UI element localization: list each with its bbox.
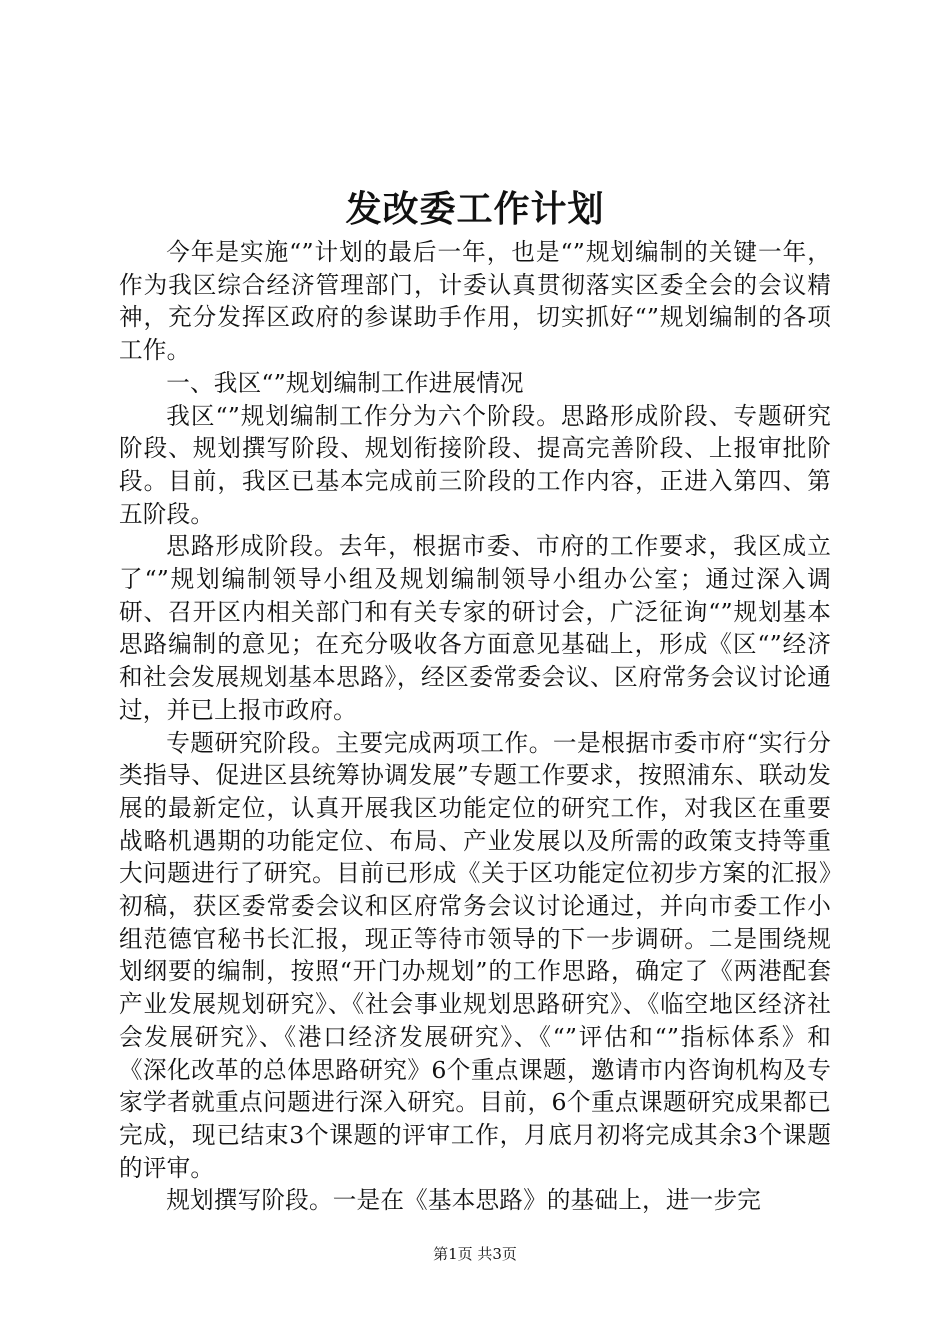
section-heading: 一、我区“”规划编制工作进展情况 — [166, 368, 524, 397]
paragraph-intro: 今年是实施“”计划的最后一年，也是“”规划编制的关键一年，作为我区综合经济管理部门，计委认真贯彻落实区委全会的会议精神，充分发挥区政府的参谋助手作用，切实抓好“”规划编制的各项工作。 — [119, 238, 831, 365]
paragraph-idea-stage: 思路形成阶段。去年，根据市委、市府的工作要求，我区成立了“”规划编制领导小组及规划编制领导小组办公室；通过深入调研、召开区内相关部门和有关专家的研讨会，广泛征询“”规划基本思路编制的意见；在充分吸收各方面意见基础上，形成《区“”经济和社会发展规划基本思路》，经区委常委会议、区府常务会议讨论通过，并已上报市政府。 — [119, 532, 831, 724]
paragraph-writing-stage: 规划撰写阶段。一是在《基本思路》的基础上，进一步完 — [166, 1186, 762, 1215]
document-body — [119, 236, 831, 1217]
paragraph-research-stage: 专题研究阶段。主要完成两项工作。一是根据市委市府“实行分类指导、促进区县统筹协调发展”专题工作要求，按照浦东、联动发展的最新定位，认真开展我区功能定位的研究工作，对我区在重要战略机遇期的功能定位、布局、产业发展以及所需的政策支持等重大问题进行了研究。目前已形成《关于区功能定位初步方案的汇报》初稿，获区委常委会议和区府常务会议讨论通过，并向市委工作小组范德官秘书长汇报，现正等待市领导的下一步调研。二是围绕规划纲要的编制，按照“开门办规划”的工作思路，确定了《两港配套产业发展规划研究》、《社会事业规划思路研究》、《临空地区经济社会发展研究》、《港口经济发展研究》、《“”评估和“”指标体系》和《深化改革的总体思路研究》6个重点课题，邀请市内咨询机构及专家学者就重点问题进行深入研究。目前，6个重点课题研究成果都已完成，现已结束3个课题的评审工作，月底月初将完成其余3个课题的评审。 — [119, 728, 831, 1182]
document-title: 发改委工作计划 — [345, 188, 605, 230]
paragraph-stages: 我区“”规划编制工作分为六个阶段。思路形成阶段、专题研究阶段、规划撰写阶段、规划衔接阶段、提高完善阶段、上报审批阶段。目前，我区已基本完成前三阶段的工作内容，正进入第四、第五阶段。 — [119, 401, 831, 528]
page-number-footer: 第1页 共3页 — [433, 1245, 517, 1263]
